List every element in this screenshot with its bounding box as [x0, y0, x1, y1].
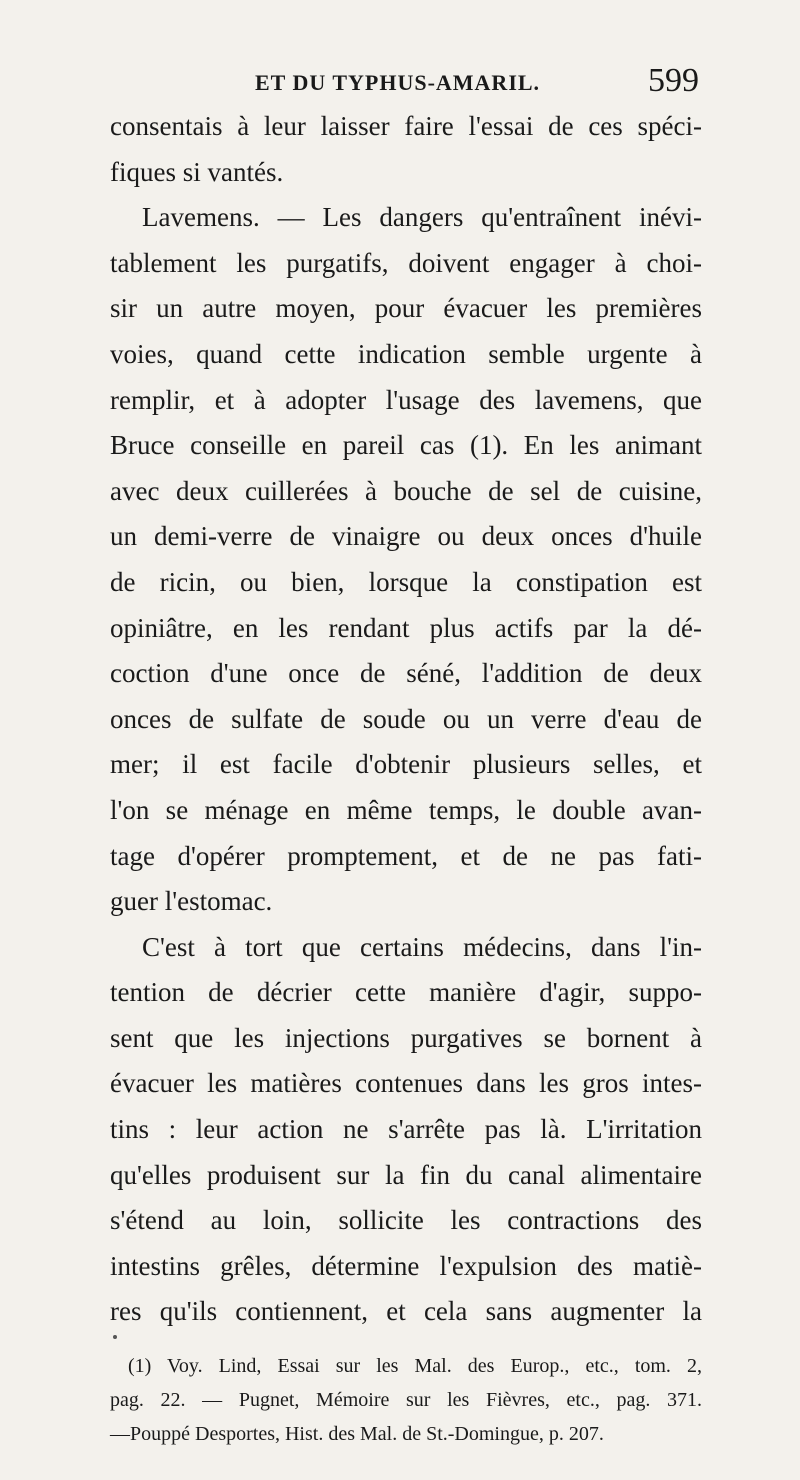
- text-line: tins : leur action ne s'arrête pas là. L'irritation: [110, 1114, 702, 1145]
- text-line: remplir, et à adopter l'usage des lavemens, que: [110, 384, 702, 415]
- page-number: 599: [648, 62, 699, 99]
- text-line: fiques si vantés.: [110, 156, 284, 187]
- text-line: C'est à tort que certains médecins, dans l'in-: [142, 931, 702, 962]
- text-line: un demi-verre de vinaigre ou deux onces d'huile: [110, 521, 702, 552]
- text-line: tention de décrier cette manière d'agir, suppo-: [110, 977, 702, 1008]
- text-line: mer; il est facile d'obtenir plusieurs selles, et: [110, 749, 702, 780]
- text-line: évacuer les matières contenues dans les gros intes-: [110, 1068, 702, 1099]
- footnotes: [110, 1349, 702, 1451]
- body-text: [110, 104, 702, 1335]
- text-line: sir un autre moyen, pour évacuer les premières: [110, 293, 702, 324]
- text-line: s'étend au loin, sollicite les contractions des: [110, 1205, 702, 1236]
- footnote-line: pag. 22. — Pugnet, Mémoire sur les Fièvres, etc., pag. 371.: [110, 1389, 702, 1411]
- text-line: Bruce conseille en pareil cas (1). En les animant: [110, 430, 702, 461]
- text-line: guer l'estomac.: [110, 886, 273, 917]
- text-line: l'on se ménage en même temps, le double avan-: [110, 794, 702, 825]
- text-line: voies, quand cette indication semble urgente à: [110, 338, 702, 369]
- text-line: qu'elles produisent sur la fin du canal alimentaire: [110, 1159, 702, 1190]
- text-line: intestins grêles, détermine l'expulsion des matiè-: [110, 1250, 702, 1281]
- text-line: opiniâtre, en les rendant plus actifs par la dé-: [110, 612, 702, 643]
- running-head: ET DU TYPHUS-AMARIL.: [255, 70, 541, 95]
- text-line: tablement les purgatifs, doivent engager à choi-: [110, 247, 702, 278]
- text-line: de ricin, ou bien, lorsque la constipation est: [110, 566, 702, 597]
- text-line: onces de sulfate de soude ou un verre d'eau de: [110, 703, 702, 734]
- text-line: Lavemens. — Les dangers qu'entraînent inévi-: [142, 202, 702, 233]
- text-line: tage d'opérer promptement, et de ne pas fati-: [110, 840, 702, 871]
- page-header: [0, 62, 800, 108]
- footnote-line: (1) Voy. Lind, Essai sur les Mal. des Europ., etc., tom. 2,: [128, 1355, 702, 1377]
- text-line: sent que les injections purgatives se bornent à: [110, 1022, 702, 1053]
- text-line: avec deux cuillerées à bouche de sel de cuisine,: [110, 475, 702, 506]
- text-line: res qu'ils contiennent, et cela sans augmenter la: [110, 1296, 702, 1327]
- footnote-line: —Pouppé Desportes, Hist. des Mal. de St.-Domingue, p. 207.: [110, 1423, 604, 1445]
- print-speck: [113, 1335, 117, 1339]
- text-line: consentais à leur laisser faire l'essai de ces spéci-: [110, 111, 702, 141]
- text-line: coction d'une once de séné, l'addition de deux: [110, 658, 702, 689]
